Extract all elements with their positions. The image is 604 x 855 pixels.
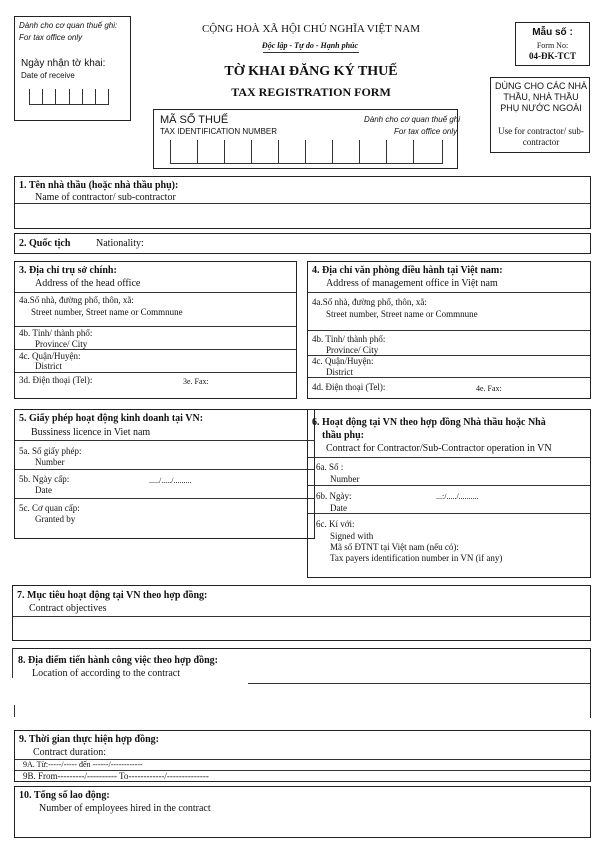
- nationality-field[interactable]: [155, 236, 585, 252]
- section-3-title: 3. Địa chỉ trụ sở chính:: [19, 265, 117, 276]
- tax-payer-id-label-en: Tax payers identification number in VN (if any): [330, 553, 503, 563]
- contractor-name-field[interactable]: [19, 205, 585, 227]
- section-3-subtitle: Address of the head office: [35, 278, 141, 289]
- section-1-contractor-name: [14, 176, 591, 229]
- receive-date-label-vn: Ngày nhận tờ khai:: [21, 58, 106, 69]
- national-motto: Độc lập - Tự do - Hạnh phúc: [261, 41, 359, 50]
- licence-granted-sub: Granted by: [35, 514, 76, 524]
- form-no-label-vn: Mẫu số :: [532, 27, 573, 38]
- mgmt-office-district-label: 4c. Quận/Huyện:: [312, 356, 374, 366]
- section-8-title: 8. Địa điểm tiến hành công việc theo hợp đồng:: [18, 655, 218, 666]
- contractor-use-en: Use for contractor/ sub-contractor: [498, 126, 584, 147]
- mgmt-office-city-sub: Province/ City: [326, 345, 379, 355]
- head-office-fax-label: 3e. Fax:: [183, 377, 209, 386]
- receive-date-label-en: Date of receive: [21, 71, 75, 80]
- employees-field[interactable]: [19, 817, 587, 835]
- mgmt-office-tel-label: 4d. Điện thoại (Tel):: [312, 382, 386, 392]
- section-7-title: 7. Mục tiêu hoạt động tại VN theo hợp đồng:: [17, 590, 208, 601]
- section-6-title-line1: 6. Hoạt động tại VN theo hợp đồng Nhà thầu hoặc Nhà: [312, 417, 546, 428]
- section-1-title: 1. Tên nhà thầu (hoặc nhà thầu phụ):: [19, 180, 179, 191]
- form-title-vn: TỜ KHAI ĐĂNG KÝ THUẾ: [224, 64, 398, 79]
- contract-number-sub: Number: [330, 474, 360, 484]
- section-9-subtitle: Contract duration:: [33, 747, 107, 758]
- section-5-subtitle: Bussiness licence in Viet nam: [31, 427, 151, 438]
- contract-objectives-field[interactable]: [17, 618, 585, 638]
- contract-date-dots[interactable]: ...:/...../..........: [436, 492, 479, 501]
- duration-from-to-en[interactable]: 9B. From---------/---------- To------------/--------------: [23, 771, 209, 781]
- head-office-district-label: 4c. Quận/Huyện:: [19, 351, 81, 361]
- head-office-tel-label: 3d. Điện thoại (Tel):: [19, 375, 93, 385]
- head-office-street-label: 4a.Số nhà, đường phố, thôn, xã:: [19, 295, 134, 305]
- head-office-city-sub: Province/ City: [35, 339, 88, 349]
- tax-office-note-vn: Dành cho cơ quan thuế ghi:: [19, 21, 118, 30]
- section-3-head-office: [14, 261, 297, 399]
- section-6-contract-operation: [307, 409, 591, 578]
- head-office-district-sub: District: [35, 361, 62, 371]
- section-5-title: 5. Giấy phép hoạt động kinh doanh tại VN:: [19, 413, 204, 424]
- tax-office-note-en: For tax office only: [19, 33, 83, 42]
- licence-date-sub: Date: [35, 485, 52, 495]
- form-no-box: [515, 22, 590, 66]
- section-10-employees: [14, 786, 591, 838]
- tax-id-note-en: For tax office only: [394, 127, 458, 136]
- contractor-use-box: [490, 77, 590, 153]
- section-4-subtitle: Address of management office in Việt nam: [326, 278, 498, 289]
- mgmt-office-fax-label: 4e. Fax:: [476, 384, 502, 393]
- section-2-nationality: [14, 233, 591, 254]
- tax-payer-id-label-vn: Mã số ĐTNT tại Việt nam (nếu có):: [330, 542, 459, 552]
- section-2-subtitle: Nationality:: [96, 238, 144, 249]
- section-2-title: 2. Quốc tịch: [19, 238, 71, 249]
- section-10-title: 10. Tổng số lao động:: [19, 790, 110, 801]
- section-7-contract-objectives: [12, 585, 591, 641]
- tax-id-label-en: TAX IDENTIFICATION NUMBER: [160, 127, 278, 136]
- tax-id-note-vn: Dành cho cơ quan thuế ghi: [364, 115, 461, 124]
- section-4-management-office: [307, 261, 591, 399]
- mgmt-office-district-sub: District: [326, 367, 353, 377]
- form-no-code: 04-ĐK-TCT: [529, 51, 576, 61]
- section-7-subtitle: Contract objectives: [29, 603, 107, 614]
- contract-date-sub: Date: [330, 503, 347, 513]
- tax-id-box: [153, 109, 461, 169]
- licence-number-label: 5a. Số giấy phép:: [19, 446, 82, 456]
- section-8-subtitle: Location of according to the contract: [32, 668, 180, 679]
- section-4-title: 4. Địa chỉ văn phòng điều hành tại Việt nam:: [312, 265, 503, 276]
- section-6-subtitle: Contract for Contractor/Sub-Contractor operation in VN: [326, 443, 552, 454]
- mgmt-office-street-label: 4a.Số nhà, đường phố, thôn, xã:: [312, 297, 427, 307]
- section-9-title: 9. Thời gian thực hiện hợp đồng:: [19, 734, 159, 745]
- signed-with-label: 6c. Kí với:: [316, 519, 355, 529]
- location-field-line[interactable]: [248, 683, 590, 684]
- tax-office-box: [14, 16, 131, 121]
- tax-id-label-vn: MÃ SỐ THUẾ: [160, 114, 229, 126]
- licence-date-label: 5b. Ngày cấp:: [19, 474, 70, 484]
- signed-with-sub: Signed with: [330, 531, 374, 541]
- duration-from-to-vn[interactable]: 9A. Từ:-----/----- đến ------/------------: [23, 760, 143, 769]
- tax-id-number-field[interactable]: [170, 140, 443, 164]
- country-name: CỘNG HOÀ XÃ HỘI CHỦ NGHĨA VIỆT NAM: [201, 23, 421, 35]
- motto-underline: [263, 52, 359, 53]
- section-1-subtitle: Name of contractor/ sub-contractor: [35, 192, 176, 203]
- section-8-work-location: [12, 648, 591, 718]
- licence-granted-label: 5c. Cơ quan cấp:: [19, 503, 80, 513]
- section-5-business-licence: [14, 409, 315, 539]
- receive-date-field[interactable]: [29, 89, 109, 105]
- section-9-contract-duration: [14, 730, 591, 782]
- form-title-en: TAX REGISTRATION FORM: [231, 85, 391, 99]
- contract-date-label: 6b. Ngày:: [316, 491, 352, 501]
- contractor-use-vn: DÙNG CHO CÁC NHÀ THẦU, NHÀ THẦU PHỤ NƯỚC NGOÀI: [495, 81, 588, 113]
- head-office-city-label: 4b. Tỉnh/ thành phố:: [19, 328, 93, 338]
- licence-date-dots[interactable]: ...../...../.........: [149, 476, 192, 485]
- licence-number-sub: Number: [35, 457, 65, 467]
- head-office-street-sub: Street number, Street name or Commnune: [31, 307, 183, 317]
- contract-number-label: 6a. Số :: [316, 462, 344, 472]
- mgmt-office-street-sub: Street number, Street name or Commnune: [326, 309, 478, 319]
- section-6-title-line2: thầu phụ:: [322, 430, 364, 441]
- section-10-subtitle: Number of employees hired in the contract: [39, 803, 211, 814]
- mgmt-office-city-label: 4b. Tỉnh/ thành phố:: [312, 334, 386, 344]
- form-no-label-en: Form No:: [536, 41, 569, 50]
